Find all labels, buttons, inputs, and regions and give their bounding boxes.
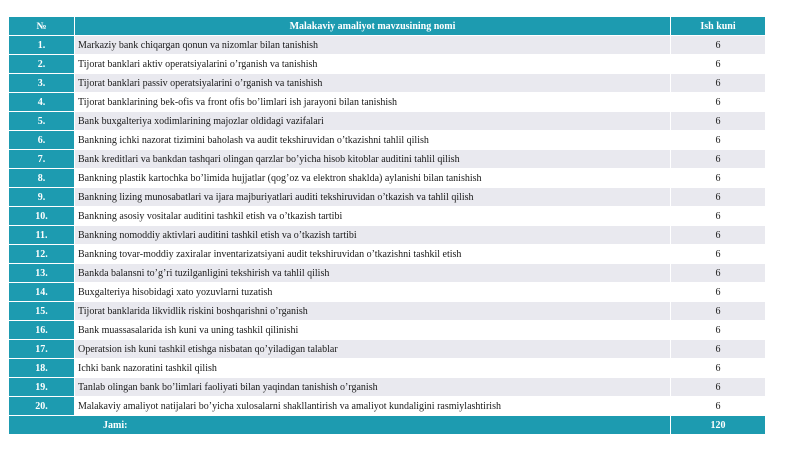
header-days: Ish kuni — [671, 17, 766, 36]
table-row — [9, 131, 766, 150]
row-number: 1. — [9, 36, 75, 55]
table-row — [9, 74, 766, 93]
table-row — [9, 112, 766, 131]
table-row — [9, 226, 766, 245]
row-days: 6 — [671, 131, 766, 150]
row-topic: Bank buxgalteriya xodimlarining majozlar oldidagi vazifalari — [75, 112, 671, 131]
row-topic: Bankning ichki nazorat tizimini baholash va audit tekshiruvidan o’tkazishni tahlil qilish — [75, 131, 671, 150]
table-row — [9, 245, 766, 264]
row-number: 3. — [9, 74, 75, 93]
practice-topics-table — [8, 16, 766, 435]
row-topic: Tijorat banklari aktiv operatsiyalarini o’rganish va tanishish — [75, 55, 671, 74]
table-row — [9, 188, 766, 207]
row-number: 9. — [9, 188, 75, 207]
table-row — [9, 321, 766, 340]
row-days: 6 — [671, 283, 766, 302]
row-topic: Malakaviy amaliyot natijalari bo’yicha xulosalarni shakllantirish va amaliyot kundaligini rasmiylashtirish — [75, 397, 671, 416]
row-number: 2. — [9, 55, 75, 74]
row-topic: Bankning nomoddiy aktivlari auditini tashkil etish va o’tkazish tartibi — [75, 226, 671, 245]
row-days: 6 — [671, 93, 766, 112]
row-days: 6 — [671, 302, 766, 321]
row-days: 6 — [671, 112, 766, 131]
table-row — [9, 397, 766, 416]
row-days: 6 — [671, 36, 766, 55]
table-row — [9, 207, 766, 226]
table-row — [9, 150, 766, 169]
row-number: 20. — [9, 397, 75, 416]
row-days: 6 — [671, 207, 766, 226]
row-days: 6 — [671, 321, 766, 340]
table-header-row — [9, 17, 766, 36]
row-number: 14. — [9, 283, 75, 302]
row-days: 6 — [671, 245, 766, 264]
row-days: 6 — [671, 169, 766, 188]
row-days: 6 — [671, 378, 766, 397]
row-topic: Bank muassasalarida ish kuni va uning tashkil qilinishi — [75, 321, 671, 340]
row-days: 6 — [671, 359, 766, 378]
table-row — [9, 36, 766, 55]
table-row — [9, 93, 766, 112]
table-row — [9, 302, 766, 321]
row-days: 6 — [671, 150, 766, 169]
table-row — [9, 378, 766, 397]
header-number: № — [9, 17, 75, 36]
row-number: 4. — [9, 93, 75, 112]
header-topic: Malakaviy amaliyot mavzusining nomi — [75, 17, 671, 36]
table-row — [9, 169, 766, 188]
row-topic: Buxgalteriya hisobidagi xato yozuvlarni tuzatish — [75, 283, 671, 302]
row-topic: Ichki bank nazoratini tashkil qilish — [75, 359, 671, 378]
row-topic: Tijorat banklarida likvidlik riskini boshqarishni o’rganish — [75, 302, 671, 321]
row-topic: Bankning plastik kartochka bo’limida hujjatlar (qog’oz va elektron shaklda) aylanishi bilan tanishish — [75, 169, 671, 188]
table-row — [9, 264, 766, 283]
row-number: 12. — [9, 245, 75, 264]
row-number: 8. — [9, 169, 75, 188]
row-topic: Operatsion ish kuni tashkil etishga nisbatan qo’yiladigan talablar — [75, 340, 671, 359]
row-number: 13. — [9, 264, 75, 283]
row-days: 6 — [671, 188, 766, 207]
row-number: 18. — [9, 359, 75, 378]
row-topic: Bankning tovar-moddiy zaxiralar inventarizatsiyani audit tekshiruvidan o’tkazishni tashkil etish — [75, 245, 671, 264]
table-row — [9, 340, 766, 359]
row-days: 6 — [671, 264, 766, 283]
row-number: 11. — [9, 226, 75, 245]
row-topic: Tijorat banklari passiv operatsiyalarini o’rganish va tanishish — [75, 74, 671, 93]
row-number: 16. — [9, 321, 75, 340]
row-days: 6 — [671, 340, 766, 359]
row-number: 6. — [9, 131, 75, 150]
table-row — [9, 359, 766, 378]
row-days: 6 — [671, 74, 766, 93]
row-days: 6 — [671, 397, 766, 416]
row-number: 17. — [9, 340, 75, 359]
row-number: 5. — [9, 112, 75, 131]
row-topic: Tijorat banklarining bek-ofis va front ofis bo’limlari ish jarayoni bilan tanishish — [75, 93, 671, 112]
row-number: 15. — [9, 302, 75, 321]
total-label: Jami: — [9, 416, 671, 435]
row-days: 6 — [671, 55, 766, 74]
row-topic: Bankning asosiy vositalar auditini tashkil etish va o’tkazish tartibi — [75, 207, 671, 226]
total-row — [9, 416, 766, 435]
total-value: 120 — [671, 416, 766, 435]
row-topic: Bank kreditlari va bankdan tashqari olingan qarzlar bo’yicha hisob kitoblar auditini tahlil qilish — [75, 150, 671, 169]
row-topic: Bankda balansni to’g’ri tuzilganligini tekshirish va tahlil qilish — [75, 264, 671, 283]
row-days: 6 — [671, 226, 766, 245]
row-number: 19. — [9, 378, 75, 397]
row-topic: Bankning lizing munosabatlari va ijara majburiyatlari auditi tekshiruvidan o’tkazish va tahlil qilish — [75, 188, 671, 207]
row-topic: Tanlab olingan bank bo’limlari faoliyati bilan yaqindan tanishish o’rganish — [75, 378, 671, 397]
table-row — [9, 55, 766, 74]
row-number: 10. — [9, 207, 75, 226]
row-number: 7. — [9, 150, 75, 169]
row-topic: Markaziy bank chiqargan qonun va nizomlar bilan tanishish — [75, 36, 671, 55]
table-row — [9, 283, 766, 302]
